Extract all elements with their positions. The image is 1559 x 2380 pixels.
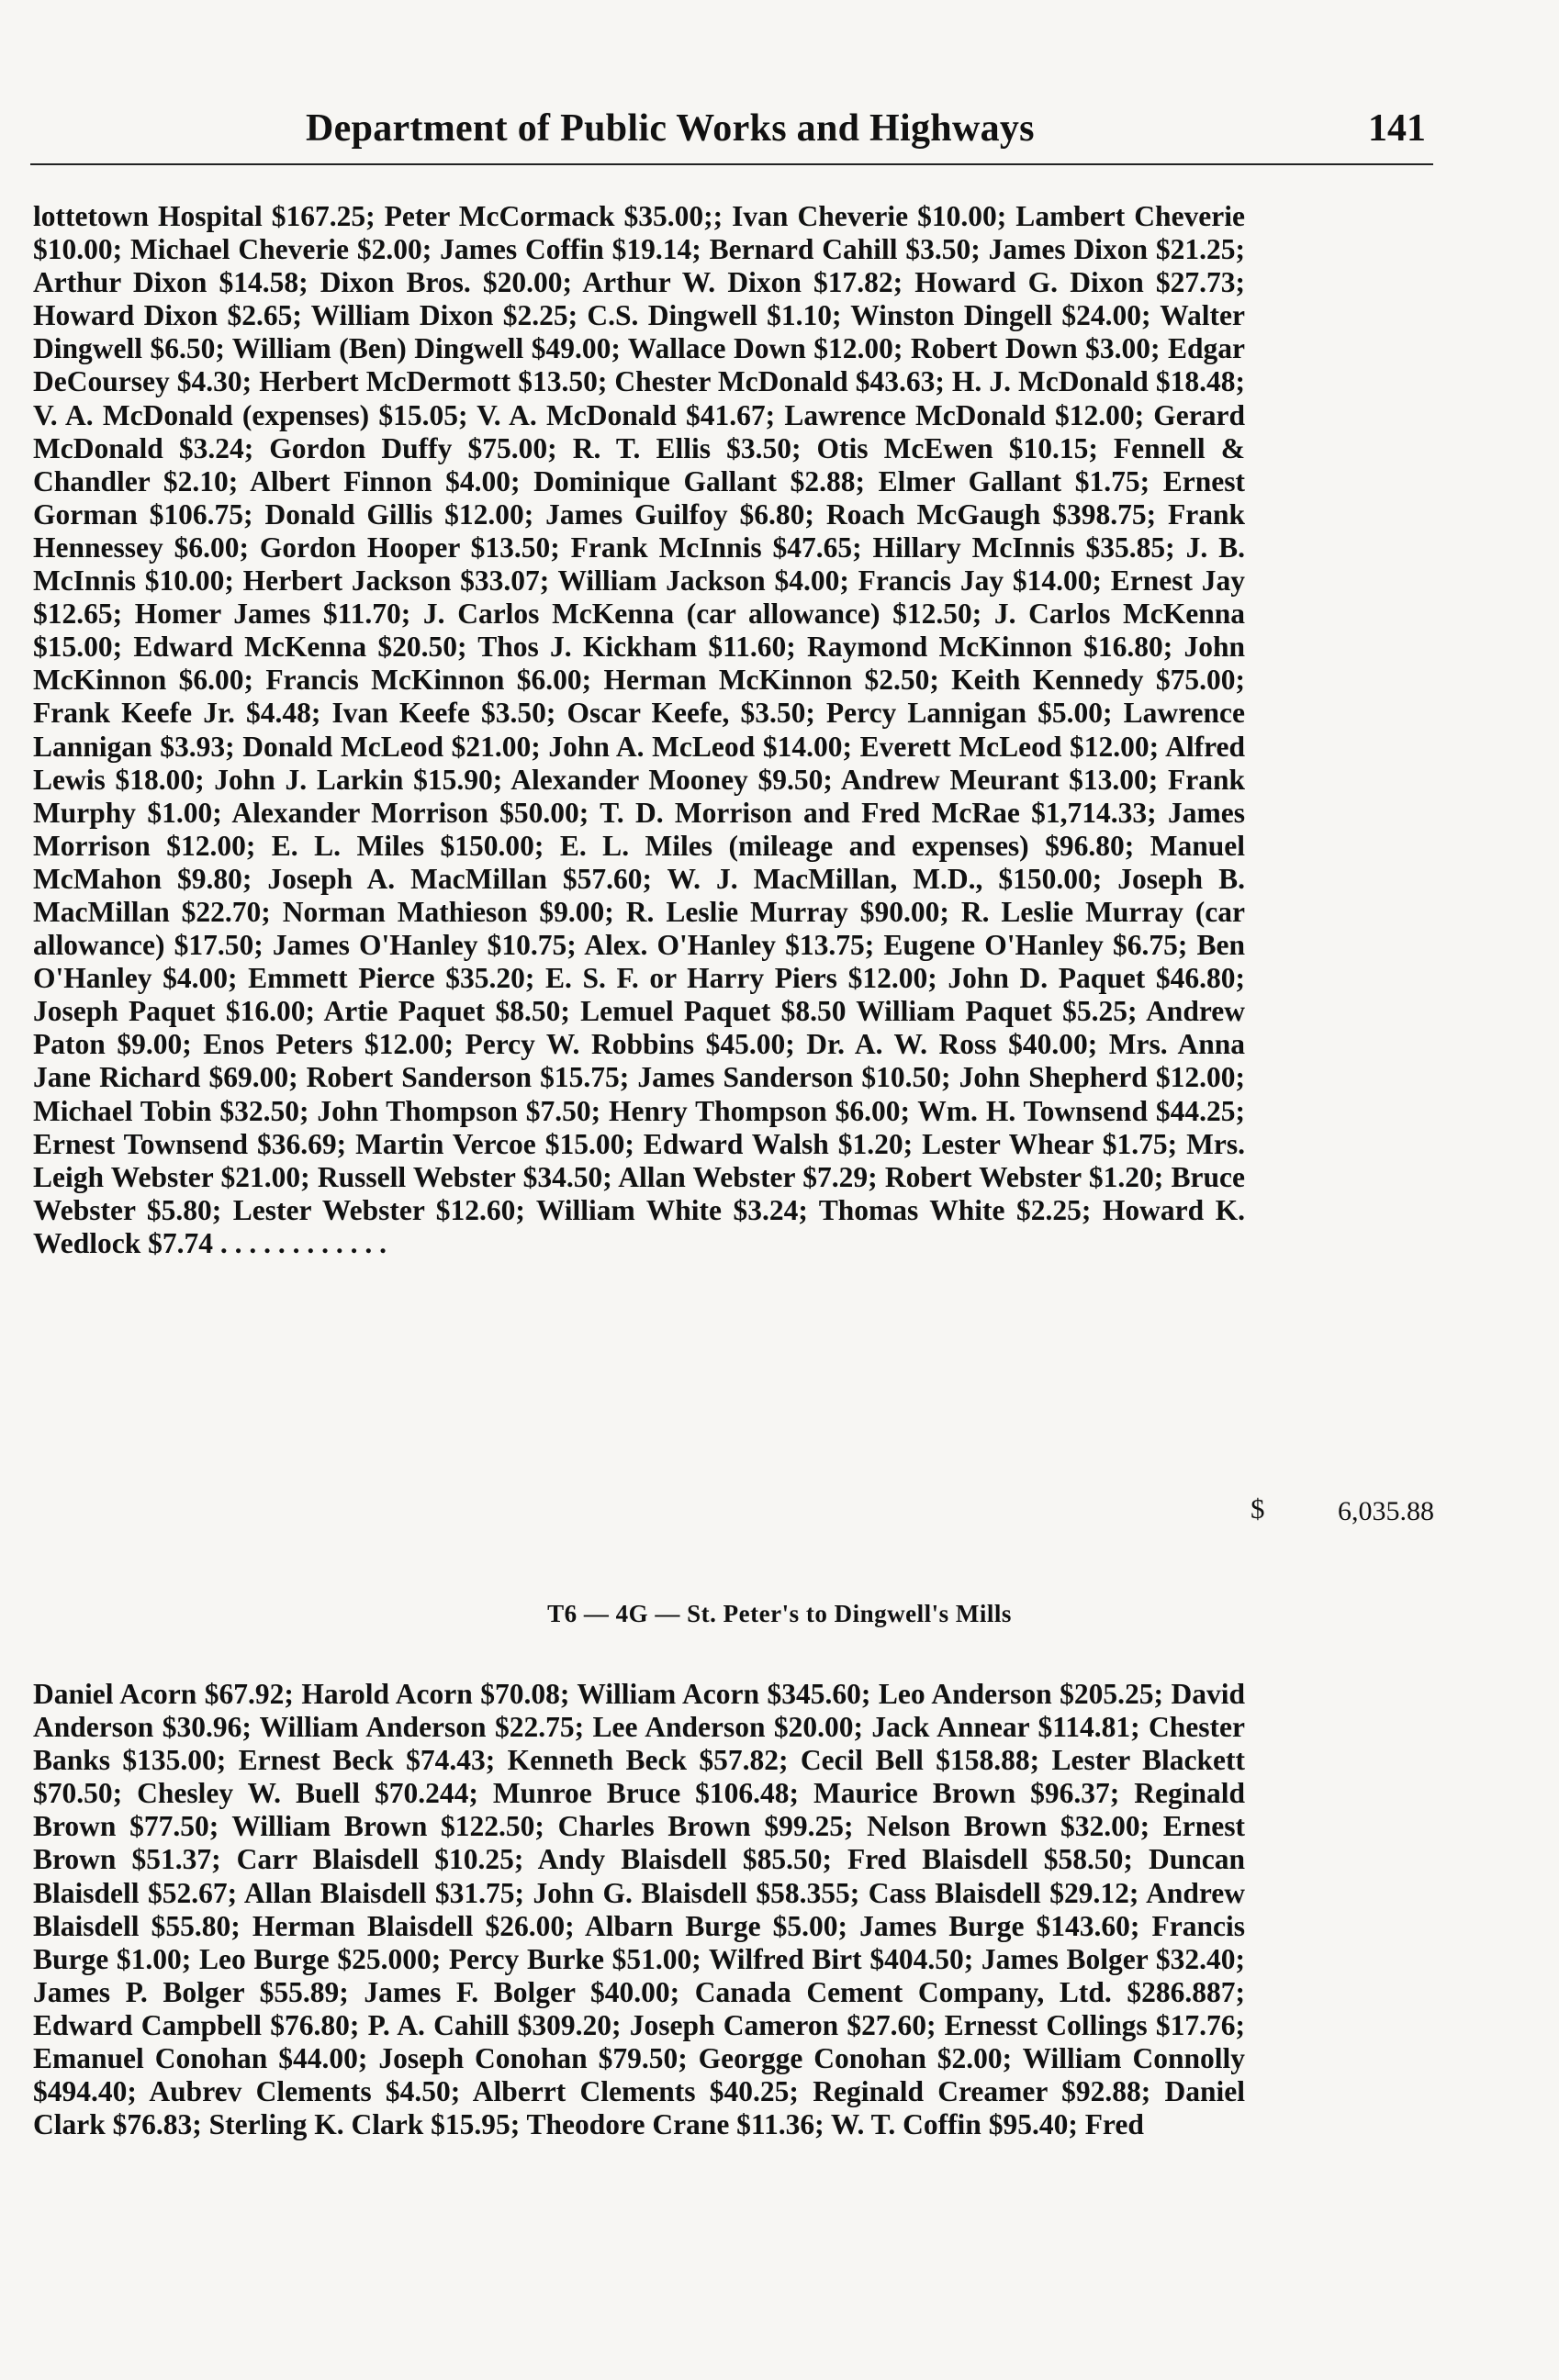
total-currency-symbol: $ — [1251, 1492, 1265, 1525]
payment-list-section-1: lottetown Hospital $167.25; Peter McCormack $35.00;; Ivan Cheverie $10.00; Lambert Cheverie $10.00; Michael Cheverie $2.00; James Coffin $19.14; Bernard Cahill $3.50; James Dixon $21.25; Arthur Dixon $14.58; Dixon Bros. $20.00; Arthur W. Dixon $17.82; Howard G. Dixon $27.73; Howard Dixon $2.65; William Dixon $2.25; C.S. Dingwell $1.10; Winston Dingell $24.00; Walter Dingwell $6.50; William (Ben) Dingwell $49.00; Wallace Down $12.00; Robert Down $3.00; Edgar DeCoursey $4.30; Herbert McDermott $13.50; Chester McDonald $43.63; H. J. McDonald $18.48; V. A. McDonald (expenses) $15.05; V. A. McDonald $41.67; Lawrence McDonald $12.00; Gerard McDonald $3.24; Gordon Duffy $75.00; R. T. Ellis $3.50; Otis McEwen $10.15; Fennell & Chandler $2.10; Albert Finnon $4.00; Dominique Gallant $2.88; Elmer Gallant $1.75; Ernest Gorman $106.75; Donald Gillis $12.00; James Guilfoy $6.80; Roach McGaugh $398.75; Frank Hennessey $6.00; Gordon Hooper $13.50; Frank McInnis $47.65; Hillary McInnis $35.85; J. B. McInnis $10.00; Herbert Jackson $33.07; William Jackson $4.00; Francis Jay $14.00; Ernest Jay $12.65; Homer James $11.70; J. Carlos McKenna (car allowance) $12.50; J. Carlos McKenna $15.00; Edward McKenna $20.50; Thos J. Kickham $11.60; Raymond McKinnon $16.80; John McKinnon $6.00; Francis McKinnon $6.00; Herman McKinnon $2.50; Keith Kennedy $75.00; Frank Keefe Jr. $4.48; Ivan Keefe $3.50; Oscar Keefe, $3.50; Percy Lannigan $5.00; Lawrence Lannigan $3.93; Donald McLeod $21.00; John A. McLeod $14.00; Everett McLeod $12.00; Alfred Lewis $18.00; John J. Larkin $15.90; Alexander Mooney $9.50; Andrew Meurant $13.00; Frank Murphy $1.00; Alexander Morrison $50.00; T. D. Morrison and Fred McRae $1,714.33; James Morrison $12.00; E. L. Miles $150.00; E. L. Miles (mileage and expenses) $96.80; Manuel McMahon $9.80; Joseph A. MacMillan $57.60; W. J. MacMillan, M.D., $150.00; Joseph B. MacMillan $22.70; Norman Mathieson $9.00; R. Leslie Murray $90.00; R. Leslie Murray (car allowance) $17.50; James O'Hanley $10.75; Alex. O'Hanley $13.75; Eugene O'Hanley $6.75; Ben O'Hanley $4.00; Emmett Pierce $35.20; E. S. F. or Harry Piers $12.00; John D. Paquet $46.80; Joseph Paquet $16.00; Artie Paquet $8.50; Lemuel Paquet $8.50 William Paquet $5.25; Andrew Paton $9.00; Enos Peters $12.00; Percy W. Robbins $45.00; Dr. A. W. Ross $40.00; Mrs. Anna Jane Richard $69.00; Robert Sanderson $15.75; James Sanderson $10.50; John Shepherd $12.00; Michael Tobin $32.50; John Thompson $7.50; Henry Thompson $6.00; Wm. H. Townsend $44.25; Ernest Townsend $36.69; Martin Vercoe $15.00; Edward Walsh $1.20; Lester Whear $1.75; Mrs. Leigh Webster $21.00; Russell Webster $34.50; Allan Webster $7.29; Robert Webster $1.20; Bruce Webster $5.80; Lester Webster $12.60; William White $3.24; Thomas White $2.25; Howard K. Wedlock $7.74 . . . . . . . . . . . . — [33, 200, 1245, 1259]
page-number: 141 — [1368, 107, 1426, 150]
page-header — [30, 99, 1433, 165]
section-total — [1251, 1492, 1434, 1529]
section-heading: T6 — 4G — St. Peter's to Dingwell's Mills — [547, 1600, 1012, 1627]
page-title: Department of Public Works and Highways — [306, 107, 1035, 150]
total-amount: 6,035.88 — [1338, 1496, 1434, 1526]
payment-list-section-2: Daniel Acorn $67.92; Harold Acorn $70.08; William Acorn $345.60; Leo Anderson $205.25; David Anderson $30.96; William Anderson $22.75; Lee Anderson $20.00; Jack Annear $114.81; Chester Banks $135.00; Ernest Beck $74.43; Kenneth Beck $57.82; Cecil Bell $158.88; Lester Blackett $70.50; Chesley W. Buell $70.244; Munroe Bruce $106.48; Maurice Brown $96.37; Reginald Brown $77.50; William Brown $122.50; Charles Brown $99.25; Nelson Brown $32.00; Ernest Brown $51.37; Carr Blaisdell $10.25; Andy Blaisdell $85.50; Fred Blaisdell $58.50; Duncan Blaisdell $52.67; Allan Blaisdell $31.75; John G. Blaisdell $58.355; Cass Blaisdell $29.12; Andrew Blaisdell $55.80; Herman Blaisdell $26.00; Albarn Burge $5.00; James Burge $143.60; Francis Burge $1.00; Leo Burge $25.000; Percy Burke $51.00; Wilfred Birt $404.50; James Bolger $32.40; James P. Bolger $55.89; James F. Bolger $40.00; Canada Cement Company, Ltd. $286.887; Edward Campbell $76.80; P. A. Cahill $309.20; Joseph Cameron $27.60; Ernesst Collings $17.76; Emanuel Conohan $44.00; Joseph Conohan $79.50; Georgge Conohan $2.00; William Connolly $494.40; Aubrev Clements $4.50; Alberrt Clements $40.25; Reginald Creamer $92.88; Daniel Clark $76.83; Sterling K. Clark $15.95; Theodore Crane $11.36; W. T. Coffin $95.40; Fred — [33, 1678, 1245, 2141]
